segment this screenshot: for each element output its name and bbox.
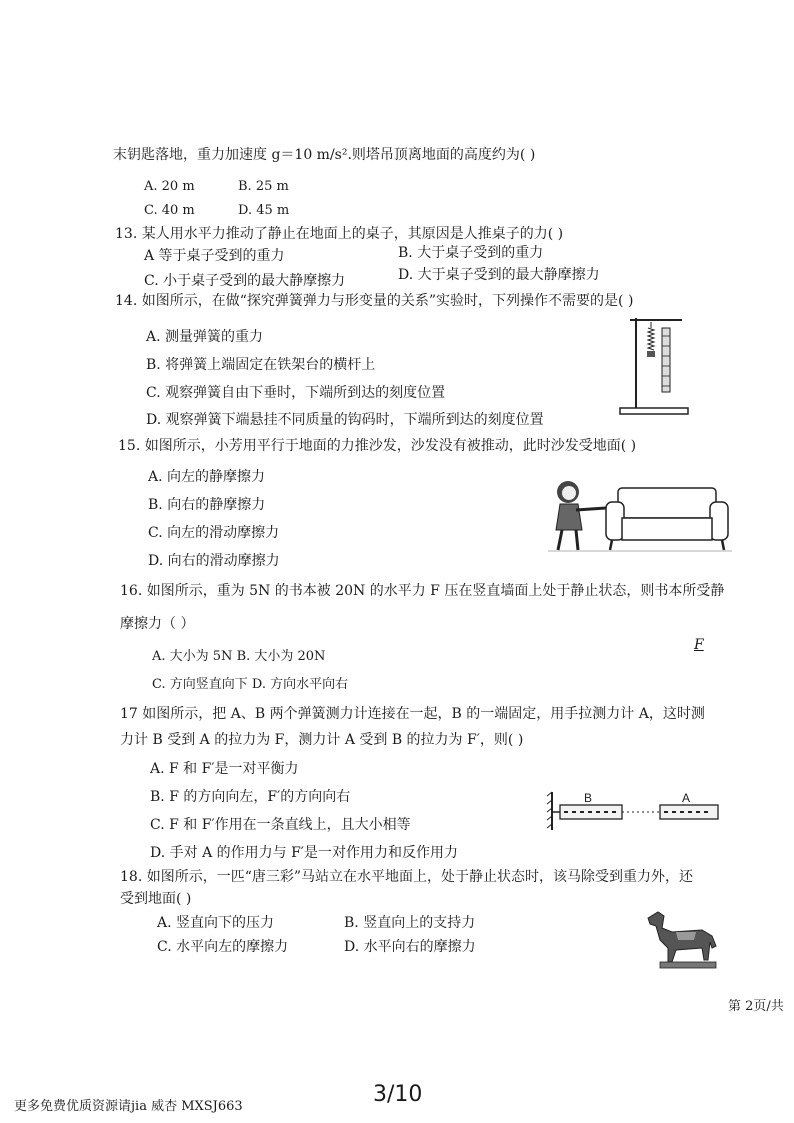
- tang-horse-figure: [642, 908, 724, 972]
- q16-stem-line1: 16. 如图所示，重为 5N 的书本被 20N 的水平力 F 压在竖直墙面上处于静止状态，则书本所受静: [120, 583, 725, 599]
- page-label: 第 2页/共: [728, 999, 784, 1014]
- q18-option-c: C. 水平向左的摩擦力: [157, 939, 289, 955]
- q18-option-d: D. 水平向右的摩擦力: [344, 939, 476, 955]
- q14-stem: 14. 如图所示，在做“探究弹簧弹力与形变量的关系”实验时，下列操作不需要的是( ): [115, 293, 634, 309]
- q18-stem-line1: 18. 如图所示，一匹“唐三彩”马站立在水平地面上，处于静止状态时，该马除受到重力外，还: [120, 869, 694, 885]
- q13-option-b: B. 大于桌子受到的重力: [398, 245, 544, 261]
- q16-options-cd: C. 方向竖直向下 D. 方向水平向右: [152, 677, 349, 692]
- q17-stem-line2: 力计 B 受到 A 的拉力为 F，测力计 A 受到 B 的拉力为 F′，则( ): [120, 732, 524, 748]
- q18-stem-line2: 受到地面( ): [120, 891, 192, 907]
- q12-option-c: C. 40 m: [144, 203, 195, 218]
- scale-a-label: A: [682, 791, 691, 805]
- q16-force-label: F: [694, 637, 704, 653]
- q18-option-b: B. 竖直向上的支持力: [344, 915, 476, 931]
- q15-option-a: A. 向左的静摩擦力: [148, 469, 266, 485]
- q13-option-a: A 等于桌子受到的重力: [144, 248, 285, 264]
- q14-option-b: B. 将弹簧上端固定在铁架台的横杆上: [146, 357, 376, 373]
- q14-option-d: D. 观察弹簧下端悬挂不同质量的钩码时，下端所到达的刻度位置: [146, 412, 544, 428]
- girl-pushing-sofa-figure: [548, 478, 732, 558]
- scale-b-label: B: [584, 791, 593, 805]
- q16-options-ab: A. 大小为 5N B. 大小为 20N: [152, 649, 326, 664]
- q17-option-c: C. F 和 F′作用在一条直线上，且大小相等: [150, 817, 411, 833]
- q13-option-c: C. 小于桌子受到的最大静摩擦力: [144, 273, 346, 289]
- q13-stem: 13. 某人用水平力推动了静止在地面上的桌子，其原因是人推桌子的力( ): [115, 226, 564, 242]
- q12-option-b: B. 25 m: [238, 179, 289, 194]
- q12-option-a: A. 20 m: [144, 179, 195, 194]
- page-number: 3/10: [373, 1082, 423, 1107]
- footer-promo: 更多免费优质资源请jia 威杏 MXSJ663: [14, 1099, 243, 1114]
- q13-option-d: D. 大于桌子受到的最大静摩擦力: [398, 267, 600, 283]
- q17-stem-line1: 17 如图所示，把 A、B 两个弹簧测力计连接在一起，B 的一端固定，用手拉测力计 A，这时测: [120, 706, 705, 722]
- q18-option-a: A. 竖直向下的压力: [157, 915, 275, 931]
- q17-option-d: D. 手对 A 的作用力与 F′是一对作用力和反作用力: [150, 845, 458, 861]
- spring-stand-figure: [618, 314, 692, 418]
- q15-option-d: D. 向右的滑动摩擦力: [148, 553, 280, 569]
- q15-stem: 15. 如图所示，小芳用平行于地面的力推沙发，沙发没有被推动，此时沙发受地面( ): [118, 438, 637, 454]
- q15-option-c: C. 向左的滑动摩擦力: [148, 525, 280, 541]
- q16-stem-line2: 摩擦力（ ）: [120, 616, 195, 632]
- q17-option-b: B. F 的方向向左，F′的方向向右: [150, 789, 351, 805]
- q15-option-b: B. 向右的静摩擦力: [148, 497, 266, 513]
- q12-option-d: D. 45 m: [238, 203, 290, 218]
- spring-scales-figure: [544, 786, 728, 832]
- q17-option-a: A. F 和 F′是一对平衡力: [150, 761, 299, 777]
- q14-option-a: A. 测量弹簧的重力: [146, 329, 264, 345]
- q14-option-c: C. 观察弹簧自由下垂时，下端所到达的刻度位置: [146, 385, 446, 401]
- q12-stem: 末钥匙落地，重力加速度 g＝10 m/s².则塔吊顶离地面的高度约为( ): [113, 147, 536, 163]
